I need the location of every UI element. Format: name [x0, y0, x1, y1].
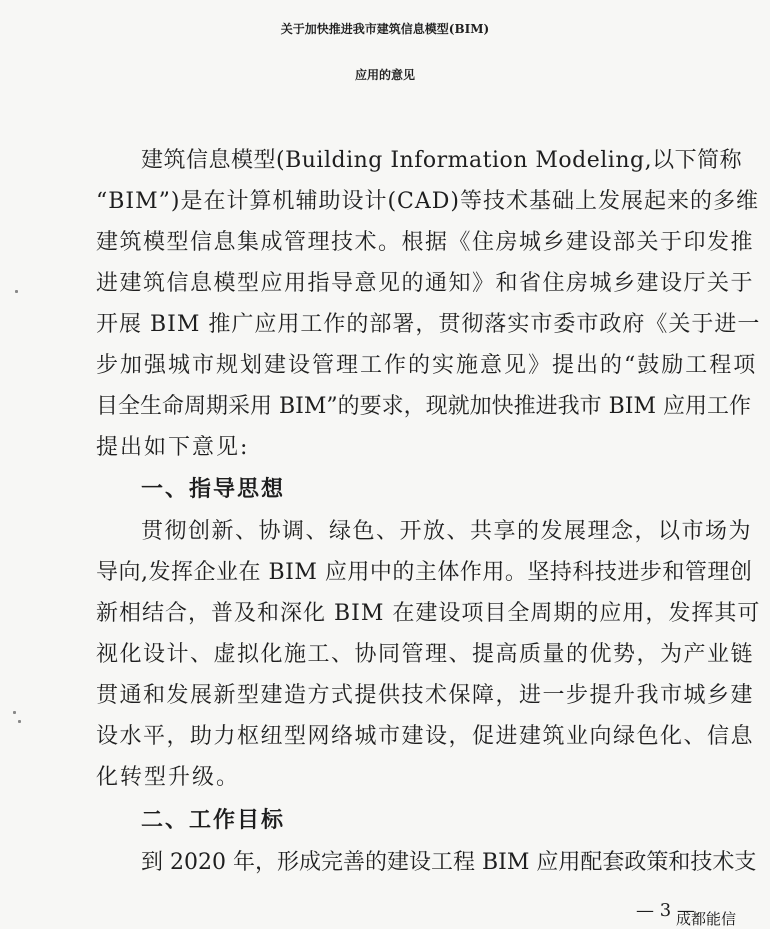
section-1-line-5: 贯通和发展新型建造方式提供技术保障，进一步提升我市城乡建	[96, 683, 755, 708]
section-1-line-4: 视化设计、虚拟化施工、协同管理、提高质量的优势，为产业链	[96, 642, 755, 667]
intro-line-8: 提出如下意见:	[96, 435, 250, 460]
intro-line-1: 建筑信息模型(Building Information Modeling,以下简称	[141, 148, 743, 173]
section-1-line-7: 化转型升级。	[96, 765, 241, 790]
section-2-line-1: 到 2020 年，形成完善的建设工程 BIM 应用配套政策和技术支	[141, 850, 757, 875]
watermark-text: 成都能信	[676, 910, 737, 928]
document-title-line-1: 关于加快推进我市建筑信息模型(BIM)	[280, 22, 490, 36]
scan-speck	[13, 711, 16, 714]
scan-speck	[15, 290, 18, 293]
intro-line-4: 进建筑信息模型应用指导意见的通知》和省住房城乡建设厅关于	[96, 271, 755, 296]
section-1-heading: 一、指导思想	[141, 477, 286, 502]
section-1-line-3: 新相结合，普及和深化 BIM 在建设项目全周期的应用，发挥其可	[96, 601, 761, 626]
section-2-heading: 二、工作目标	[141, 808, 286, 833]
intro-line-2: “BIM”)是在计算机辅助设计(CAD)等技术基础上发展起来的多维	[96, 189, 759, 214]
intro-line-5: 开展 BIM 推广应用工作的部署，贯彻落实市委市政府《关于进一	[96, 312, 761, 337]
section-1-line-2: 导向,发挥企业在 BIM 应用中的主体作用。坚持科技进步和管理创	[96, 560, 753, 585]
document-title-line-2: 应用的意见	[354, 68, 415, 82]
intro-line-7: 目全生命周期采用 BIM”的要求，现就加快推进我市 BIM 应用工作	[96, 394, 751, 419]
section-1-line-6: 设水平，助力枢纽型网络城市建设，促进建筑业向绿色化、信息	[96, 724, 755, 749]
scan-speck	[18, 720, 21, 723]
section-1-line-1: 贯彻创新、协调、绿色、开放、共享的发展理念，以市场为	[141, 519, 753, 544]
intro-line-6: 步加强城市规划建设管理工作的实施意见》提出的“鼓励工程项	[96, 353, 758, 378]
intro-line-3: 建筑模型信息集成管理技术。根据《住房城乡建设部关于印发推	[96, 230, 755, 255]
page-number: — 3 —	[636, 900, 695, 921]
